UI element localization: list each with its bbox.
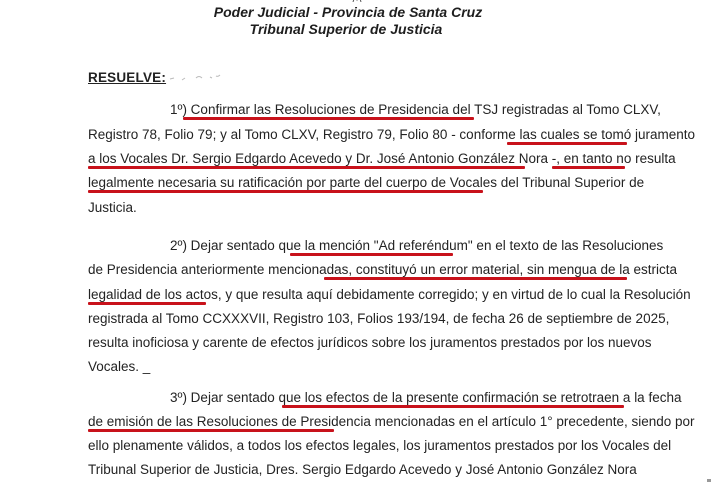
p2-line-2: de Presidencia anteriormente mencionadas, constituyó un error material, sin mengua de la estricta bbox=[88, 262, 678, 277]
scan-smudge-icon bbox=[168, 74, 228, 82]
p1-line-3: a los Vocales Dr. Sergio Edgardo Acevedo y Dr. José Antonio González Nora -, en tanto no resulta bbox=[88, 151, 676, 166]
highlight-mark bbox=[552, 166, 625, 169]
header-court-name: Poder Judicial - Provincia de Santa Cruz bbox=[213, 4, 483, 20]
p1-line-1: 1º) Confirmar las Resoluciones de Presidencia del TSJ registradas al Tomo CLXV, bbox=[170, 102, 661, 117]
highlight-mark bbox=[290, 253, 453, 256]
p3-line-1: 3º) Dejar sentado que los efectos de la presente confirmación se retrotraen a la fecha bbox=[170, 390, 682, 405]
highlight-mark bbox=[88, 166, 525, 169]
p1-line-2: Registro 78, Folio 79; y al Tomo CLXV, Registro 79, Folio 80 - conforme las cuales se tomó juramento bbox=[88, 127, 696, 142]
highlight-mark bbox=[183, 117, 474, 120]
p3-line-2: de emisión de las Resoluciones de Presidencia mencionadas en el artículo 1° precedente, siendo por bbox=[88, 414, 695, 429]
p2-line-5: resulta inoficiosa y carente de efectos jurídicos sobre los juramentos prestados por los nuevos bbox=[88, 335, 652, 350]
highlight-mark bbox=[88, 429, 334, 432]
resuelve-heading: RESUELVE: bbox=[88, 70, 167, 85]
highlight-mark bbox=[282, 405, 624, 408]
highlight-mark bbox=[88, 302, 206, 305]
p1-line-5: Justicia. bbox=[88, 200, 137, 215]
p2-line-3: legalidad de los actos, y que resulta aquí debidamente corregido; y en virtud de lo cual la Resolución bbox=[88, 287, 691, 302]
p2-line-6: Vocales. _ bbox=[88, 359, 151, 374]
p2-line-4: registrada al Tomo CCXXXVII, Registro 103, Folios 193/194, de fecha 26 de septiembre de 2025, bbox=[88, 311, 670, 326]
p3-line-4: Tribunal Superior de Justicia, Dres. Sergio Edgardo Acevedo y José Antonio González Nora bbox=[88, 462, 637, 477]
highlight-mark bbox=[88, 190, 483, 193]
seal-fragment-icon bbox=[352, 0, 362, 2]
highlight-mark bbox=[507, 142, 627, 145]
p3-line-3: ello plenamente válidos, a todos los efectos legales, los juramentos prestados por los Vocales del bbox=[88, 438, 672, 453]
highlight-mark bbox=[324, 277, 627, 280]
header-tribunal-name: Tribunal Superior de Justicia bbox=[249, 21, 443, 37]
scan-artifact bbox=[707, 479, 711, 482]
p1-line-4: legalmente necesaria su ratificación por parte del cuerpo de Vocales del Tribunal Superior de bbox=[88, 175, 645, 190]
p2-line-1: 2º) Dejar sentado que la mención "Ad referéndum" en el texto de las Resoluciones bbox=[170, 238, 664, 253]
